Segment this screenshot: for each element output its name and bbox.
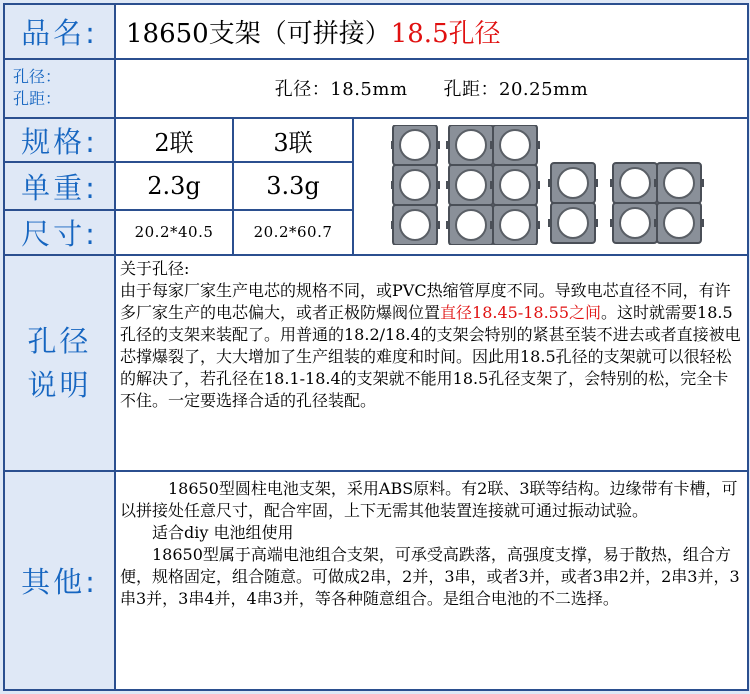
product-name-cell (115, 4, 748, 59)
other-para-1: 18650型圆柱电池支架，采用ABS原料。有2联、3联等结构。边缘带有卡槽，可以拼接处任意尺寸，配合牢固，上下无需其他装置连接就可通过振动试验。 (120, 478, 738, 520)
hole-label (4, 59, 115, 119)
hole-note-label (4, 255, 115, 471)
product-name-highlight: 18.5孔径 (390, 18, 501, 49)
hole-note-body-b: 。这时就需要18.5孔径的支架来装配了。用普通的18.2/18.4的支架会特别的紧甚至装不进去或者直接被电芯撑爆裂了，大大增加了生产组装的难度和时间。因此用18.5孔径的支架就可以很轻松的解决了，若孔径在18.1-18.4的支架就不能用18.5孔径支架了，会特别的松，完全卡不住。一定要选择合适的孔径装配。 (120, 302, 741, 410)
hole-note-body (120, 280, 743, 412)
hole-note-body-a: 由于每家厂家生产电芯的规格不同，或PVC热缩管厚度不同。导致电芯直径不同，有许多厂家生产的电芯偏大，或者正极防爆阀位置 (120, 280, 731, 322)
weight-3-unit: 3.3g (233, 162, 353, 209)
hole-note-label-line1: 孔径 (27, 323, 92, 358)
size-label: 尺寸: (4, 210, 115, 255)
size-2-unit: 20.2*40.5 (115, 210, 233, 255)
hole-values-cell (115, 59, 748, 119)
other-label: 其他: (4, 471, 115, 690)
spec-2-unit: 2联 (115, 118, 233, 162)
other-para-3: 18650型属于高端电池组合支架，可承受高跌落，高强度支撑，易于散热，组合方便，规格固定，组合随意。可做成2串，2并，3串，或者3并，或者3串2并，2串3并，3串3并，3串4并，4串3并，等各种随意组合。是组合电池的不二选择。 (120, 544, 740, 608)
spec-3-unit: 3联 (233, 118, 353, 162)
other-text (115, 471, 748, 690)
hole-note-heading: 关于孔径: (120, 258, 190, 278)
hole-diameter-label: 孔径： (13, 67, 62, 87)
product-photo (353, 118, 748, 255)
hole-pitch-label: 孔距： (13, 89, 62, 109)
hole-diameter-value: 孔径：18.5mm (274, 79, 408, 101)
hole-pitch-value: 孔距：20.25mm (443, 79, 589, 101)
other-para-2: 适合diy 电池组使用 (152, 522, 294, 542)
spec-table (3, 3, 749, 691)
weight-2-unit: 2.3g (115, 162, 233, 209)
hole-note-body-highlight: 直径18.45-18.55之间 (440, 302, 602, 322)
hole-note-label-line2: 说明 (27, 367, 92, 402)
size-3-unit: 20.2*60.7 (233, 210, 353, 255)
product-name: 18650支架（可拼接） (126, 18, 391, 49)
battery-holder-image (391, 125, 711, 245)
spec-label: 规格: (4, 118, 115, 162)
weight-label: 单重: (4, 162, 115, 209)
product-name-label: 品名: (4, 4, 115, 59)
hole-note-text (115, 255, 748, 471)
